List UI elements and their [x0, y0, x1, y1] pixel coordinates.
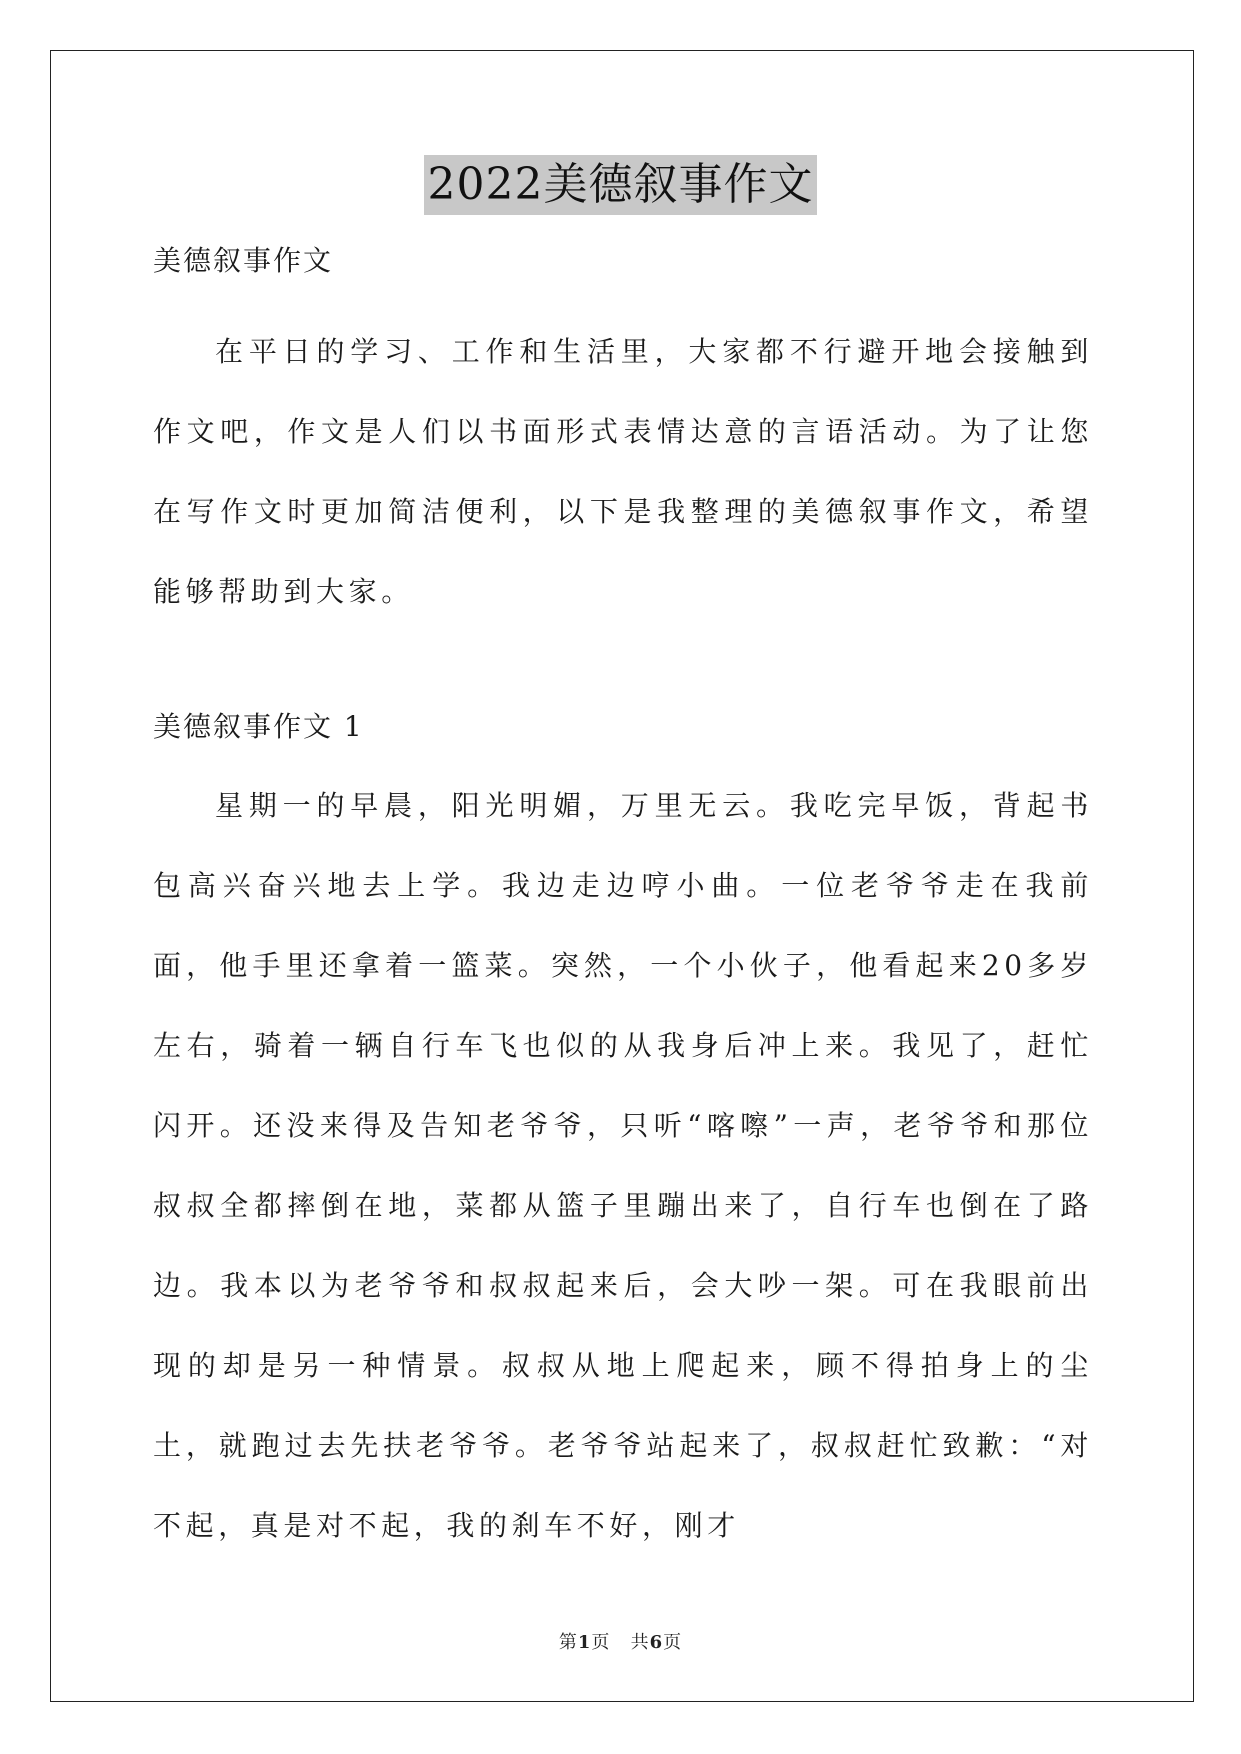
footer-total-suffix: 页 — [663, 1632, 683, 1653]
footer-page-word: 页 — [591, 1632, 611, 1653]
section-paragraph: 星期一的早晨，阳光明媚，万里无云。我吃完早饭，背起书包高兴奋兴地去上学。我边走边哼小曲。一位老爷爷走在我前面，他手里还拿着一篮菜。突然，一个小伙子，他看起来20多岁左右，骑着一辆自行车飞也似的从我身后冲上来。我见了，赶忙闪开。还没来得及告知老爷爷，只听“喀嚓”一声，老爷爷和那位叔叔全都摔倒在地，菜都从篮子里蹦出来了，自行车也倒在了路边。我本以为老爷爷和叔叔起来后，会大吵一架。可在我眼前出现的却是另一种情景。叔叔从地上爬起来，顾不得拍身上的尘土，就跑过去先扶老爷爷。老爷爷站起来了，叔叔赶忙致歉：“对不起，真是对不起，我的刹车不好，刚才 — [153, 789, 1093, 1542]
document-body — [153, 230, 1093, 1566]
footer-current-page: 1 — [577, 1632, 592, 1653]
footer-total-pages: 6 — [649, 1632, 664, 1653]
document-title: 2022美德叙事作文 — [424, 155, 818, 215]
section-heading: 美德叙事作文 1 — [153, 710, 364, 743]
footer-total-prefix: 共 — [630, 1632, 650, 1653]
subtitle: 美德叙事作文 — [153, 244, 334, 277]
title-area — [0, 155, 1241, 215]
footer-prefix: 第 — [558, 1632, 578, 1653]
page-footer — [0, 1628, 1241, 1654]
intro-paragraph: 在平日的学习、工作和生活里，大家都不行避开地会接触到作文吧，作文是人们以书面形式表情达意的言语活动。为了让您在写作文时更加简洁便利，以下是我整理的美德叙事作文，希望能够帮助到大家。 — [153, 335, 1093, 608]
